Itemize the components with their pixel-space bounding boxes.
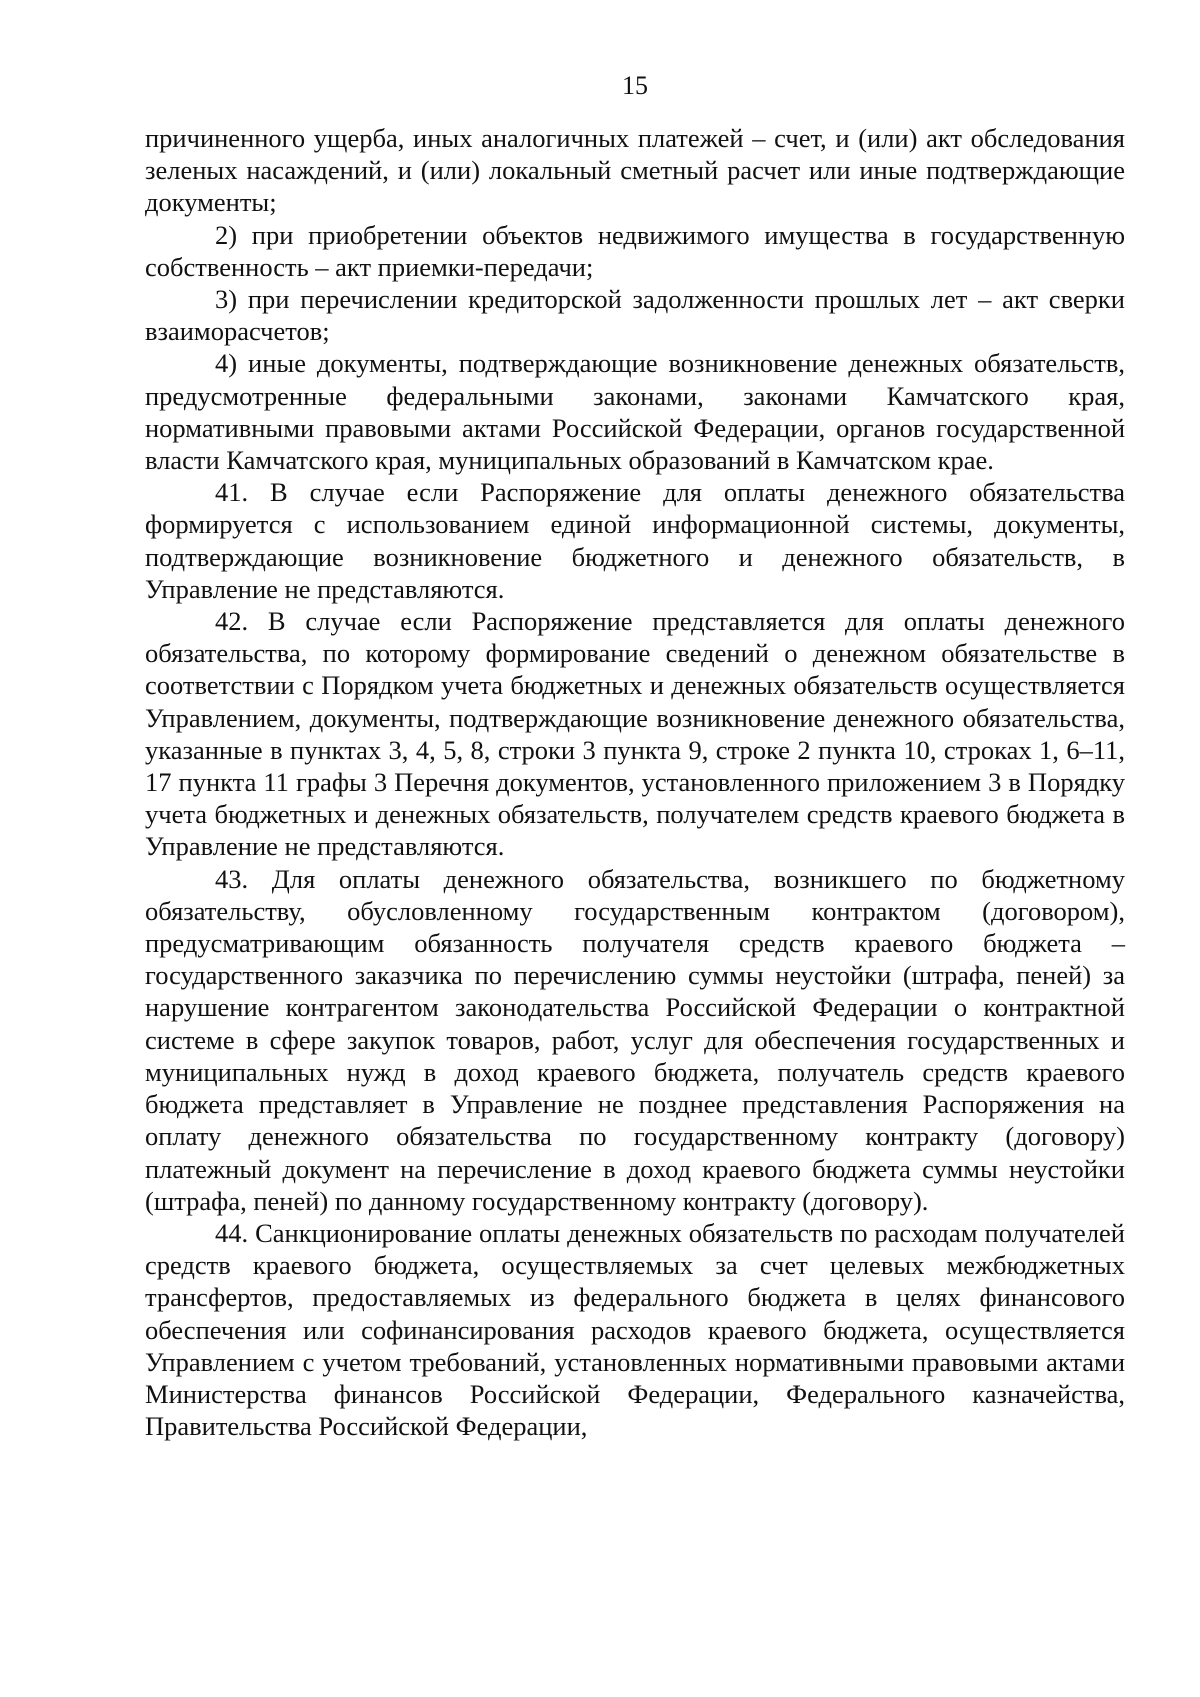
page-number: 15 (622, 71, 648, 100)
paragraph-item-3: 3) при перечислении кредиторской задолженности прошлых лет – акт сверки взаиморасчетов; (145, 284, 1125, 347)
paragraph-clause-41: 41. В случае если Распоряжение для оплаты денежного обязательства формируется с использованием единой информационной системы, документы, подтверждающие возникновение бюджетного и денежного обязательств, в Управление не представляются. (145, 477, 1125, 604)
paragraph-clause-44: 44. Санкционирование оплаты денежных обязательств по расходам получателей средств краевого бюджета, осуществляемых за счет целевых межбюджетных трансфертов, предоставляемых из федерального бюджета в целях финансового обеспечения или софинансирования расходов краевого бюджета, осуществляется Управлением с учетом требований, установленных нормативными правовыми актами Министерства финансов Российской Федерации, Федерального казначейства, Правительства Российской Федерации, (145, 1217, 1125, 1442)
paragraph-continuation: причиненного ущерба, иных аналогичных платежей – счет, и (или) акт обследования зеленых насаждений, и (или) локальный сметный расчет или иные подтверждающие документы; (145, 123, 1125, 218)
paragraph-item-2: 2) при приобретении объектов недвижимого имущества в государственную собственность – акт приемки-передачи; (145, 219, 1125, 282)
paragraph-clause-42: 42. В случае если Распоряжение представляется для оплаты денежного обязательства, по которому формирование сведений о денежном обязательстве в соответствии с Порядком учета бюджетных и денежных обязательств осуществляется Управлением, документы, подтверждающие возникновение денежного обязательства, указанные в пунктах 3, 4, 5, 8, строки 3 пункта 9, строке 2 пункта 10, строках 1, 6–11, 17 пункта 11 графы 3 Перечня документов, установленного приложением 3 в Порядку учета бюджетных и денежных обязательств, получателем средств краевого бюджета в Управление не представляются. (145, 606, 1125, 862)
document-page (145, 70, 1125, 1442)
paragraph-item-4: 4) иные документы, подтверждающие возникновение денежных обязательств, предусмотренные федеральными законами, законами Камчатского края, нормативными правовыми актами Российской Федерации, органов государственной власти Камчатского края, муниципальных образований в Камчатском крае. (145, 348, 1125, 476)
document-body (145, 122, 1125, 1442)
paragraph-clause-43: 43. Для оплаты денежного обязательства, возникшего по бюджетному обязательству, обусловленному государственным контрактом (договором), предусматривающим обязанность получателя средств краевого бюджета – государственного заказчика по перечислению суммы неустойки (штрафа, пеней) за нарушение контрагентом законодательства Российской Федерации о контрактной системе в сфере закупок товаров, работ, услуг для обеспечения государственных и муниципальных нужд в доход краевого бюджета, получатель средств краевого бюджета представляет в Управление не позднее представления Распоряжения на оплату денежного обязательства по государственному контракту (договору) платежный документ на перечисление в доход краевого бюджета суммы неустойки (штрафа, пеней) по данному государственному контракту (договору). (145, 863, 1125, 1216)
